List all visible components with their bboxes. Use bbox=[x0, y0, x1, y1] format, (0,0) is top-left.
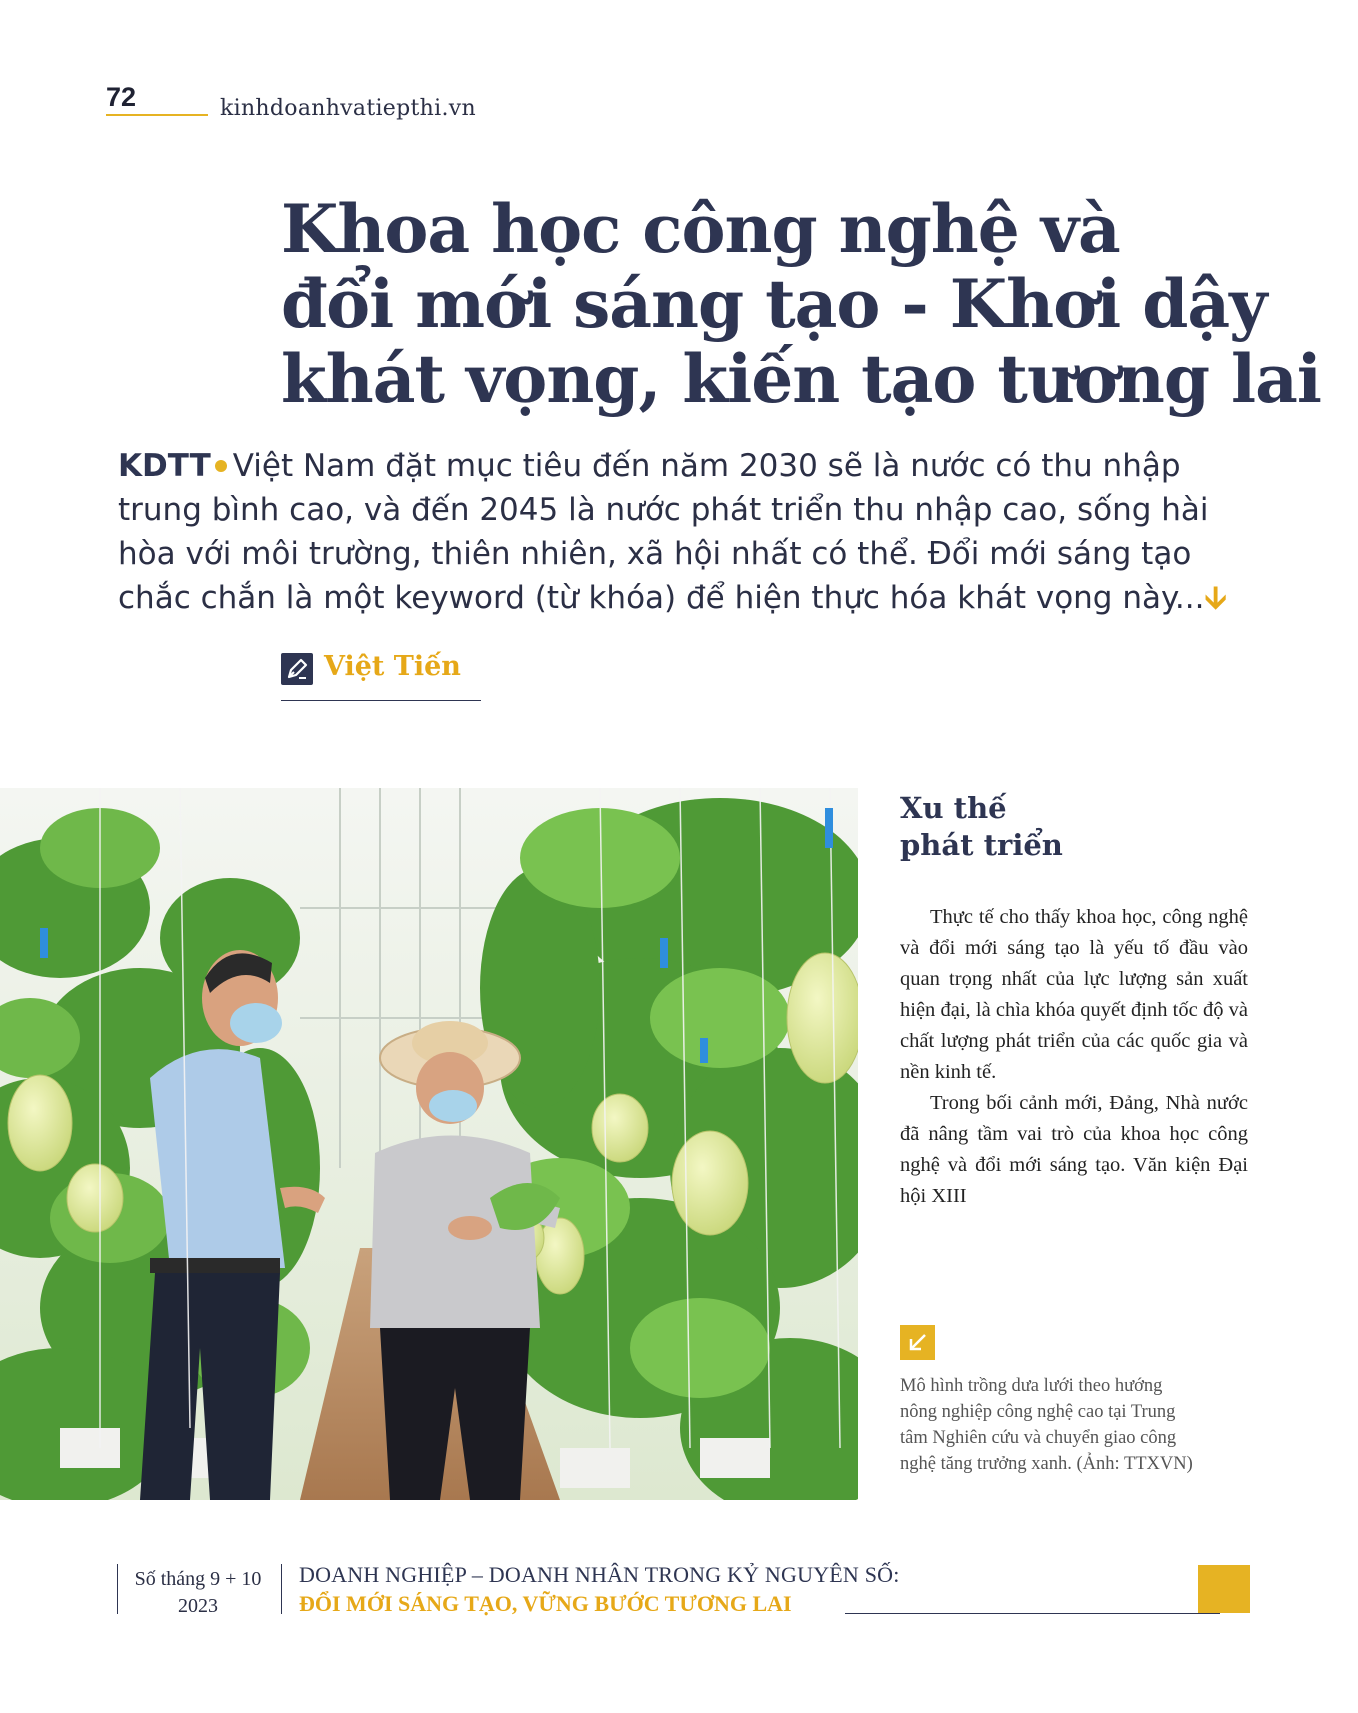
pen-icon bbox=[281, 653, 313, 685]
page-number: 72 bbox=[106, 82, 137, 112]
issue-month: Số tháng 9 + 10 bbox=[134, 1568, 262, 1590]
footer-rule bbox=[845, 1613, 1220, 1614]
author-rule bbox=[281, 700, 481, 701]
body-paragraph: Thực tế cho thấy khoa học, công nghệ và đổi mới sáng tạo là yếu tố đầu vào quan trọng nhất của lực lượng sản xuất hiện đại, là chìa khóa quyết định tốc độ và chất lượng phát triển của các quốc gia và nền kinh tế. bbox=[900, 906, 1248, 1083]
header-rule bbox=[106, 114, 208, 116]
photo-caption: Mô hình trồng dưa lưới theo hướng nông nghiệp công nghệ cao tại Trung tâm Nghiên cứu và chuyển giao công nghệ tăng trưởng xanh. (Ảnh: TTXVN) bbox=[900, 1376, 1193, 1474]
title-line: Khoa học công nghệ và bbox=[281, 190, 1120, 268]
section-heading bbox=[900, 790, 1063, 864]
footer-divider bbox=[117, 1564, 118, 1614]
issue-year: 2023 bbox=[178, 1595, 218, 1617]
bullet-dot bbox=[215, 460, 227, 472]
footer-theme-line2: ĐỔI MỚI SÁNG TẠO, VỮNG BƯỚC TƯƠNG LAI bbox=[299, 1591, 792, 1616]
body-paragraph: Trong bối cảnh mới, Đảng, Nhà nước đã nâng tầm vai trò của khoa học công nghệ và đổi mới sáng tạo. Văn kiện Đại hội XIII bbox=[900, 1092, 1248, 1207]
footer-theme-line1: DOANH NGHIỆP – DOANH NHÂN TRONG KỶ NGUYÊN SỐ: bbox=[299, 1562, 900, 1587]
arrow-down-icon: 🡫 bbox=[1204, 580, 1227, 616]
lead-paragraph bbox=[118, 444, 1228, 620]
article-title bbox=[281, 192, 1321, 417]
author-name: Việt Tiến bbox=[324, 651, 461, 682]
footer-divider bbox=[281, 1564, 282, 1614]
footer-accent-block bbox=[1198, 1565, 1250, 1613]
arrow-down-left-icon bbox=[900, 1325, 935, 1360]
issue-info bbox=[124, 1566, 272, 1620]
lead-text: Việt Nam đặt mục tiêu đến năm 2030 sẽ là nước có thu nhập trung bình cao, và đến 2045 là nước phát triển thu nhập cao, sống hài hòa với môi trường, thiên nhiên, xã hội nhất có thể. Đổi mới sáng tạo chắc chắn là một keyword (từ khóa) để hiện thực hóa khát vọng này... bbox=[118, 448, 1209, 616]
body-text bbox=[900, 902, 1248, 1212]
greenhouse-melon-photo bbox=[0, 788, 858, 1500]
lead-tag: KDTT bbox=[118, 448, 211, 484]
title-line: đổi mới sáng tạo - Khơi dậy bbox=[281, 265, 1267, 343]
site-name: kinhdoanhvatiepthi.vn bbox=[220, 96, 476, 121]
section-heading-line: phát triển bbox=[900, 828, 1063, 862]
title-line: khát vọng, kiến tạo tương lai bbox=[281, 340, 1321, 418]
section-heading-line: Xu thế bbox=[900, 791, 1007, 825]
